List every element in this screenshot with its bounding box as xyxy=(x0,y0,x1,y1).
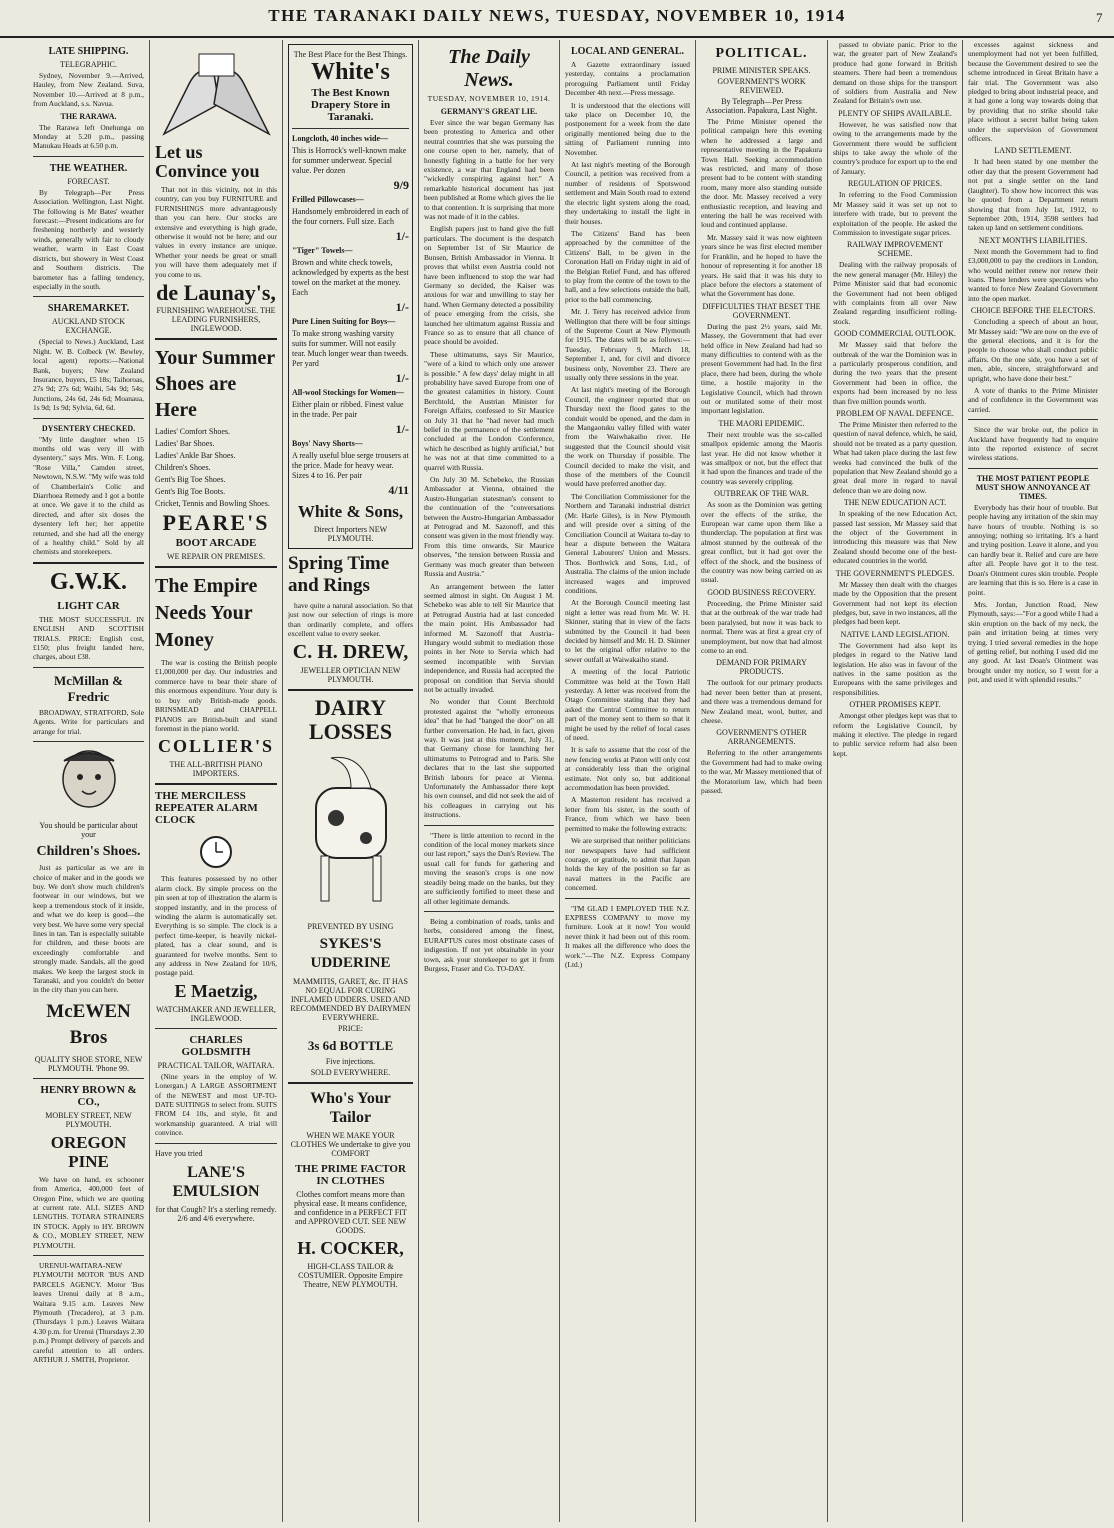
summer-item: Gent's Big Toe Boots. xyxy=(155,487,226,497)
lanes-name: LANE'S EMULSION xyxy=(172,1163,260,1200)
local-paragraph: A meeting of the local Patriotic Committee was held at the Town Hall yesterday. A letter was received from the Otago Committee stating that they had asked the Central Committee to return part of the money sent to them so that it might be used by the relief of local cases of need. xyxy=(565,667,690,743)
political-paragraph: The outlook for our primary products had never been better than at present, and there was a tremendous demand for New Zealand meat, wool, butter, and cheese. xyxy=(701,678,822,725)
political-subhead: RAILWAY IMPROVEMENT SCHEME. xyxy=(847,240,943,259)
telegraphic-heading: TELEGRAPHIC. xyxy=(60,60,117,69)
whites-item: "Tiger" Towels— Brown and white check towels, acknowledged by experts as the best towel on the market at the money. Each 1/- xyxy=(292,246,409,314)
whites-footer-sub: Direct Importers NEW PLYMOUTH. xyxy=(313,525,388,543)
whites-item: Boys' Navy Shorts— A really useful blue serge trousers at the price. Made for heavy wear. Sizes 4 to 16. Per pair 4/11 xyxy=(292,439,409,497)
political-subhead: OUTBREAK OF THE WAR. xyxy=(714,489,809,499)
merciless-text: This features possessed by no other alarm clock. By simple process on the pin seen at top of illustration the alarm is stopped instantly, and in the process of winding the alarm is automatically set. Everything is so simple. The clock is a perfect time-keeper, is heavily nickel-plated, has a clear sound, and is guaranteed for twelve months. Sent to any address in New Zealand for 10/6, postage paid. xyxy=(155,874,277,978)
oregon-pine: OREGON PINE xyxy=(50,1132,127,1171)
page-number: 7 xyxy=(1096,10,1104,25)
goldsmith-name: CHARLES GOLDSMITH xyxy=(181,1033,251,1058)
peare-sub: BOOT ARCADE xyxy=(175,537,257,550)
local-general-heading: LOCAL AND GENERAL. xyxy=(570,46,685,57)
political-subhead: NEXT MONTH'S LIABILITIES. xyxy=(978,235,1088,245)
hands-illustration xyxy=(159,44,274,139)
political-paragraph: A vote of thanks to the Prime Minister and of confidence in the Government was carried. xyxy=(968,386,1098,414)
political-subhead-2: GOVERNMENT'S WORK REVIEWED. xyxy=(717,77,806,95)
sharemarket-heading: SHAREMARKET. xyxy=(47,303,130,315)
doans-paragraph: Everybody has their hour of trouble. But people having any irritation of the skin may have hours of trouble. Nothing is so annoying; nothing so irritating. It's a hard and trying position. Leave it alone, and you can hardly bear it. Relief and cure are here after all. People have got it to the test. Doan's Ointment cures skin trouble. People are learning that this is so. Here is a case in point. xyxy=(968,502,1098,597)
cocker-sub: HIGH-CLASS TAILOR & COSTUMIER. Opposite Empire Theatre, NEW PLYMOUTH. xyxy=(298,1261,403,1289)
whites-item: Pure Linen Suiting for Boys— To make strong washing varsity suits for summer. Will not easily tear. Much longer wear than tweeds. Per yard 1/- xyxy=(292,317,409,385)
whites-item: All-wool Stockings for Women— Either plain or ribbed. Finest value in the trade. Per pair 1/- xyxy=(292,388,409,436)
spring-heading: Spring Time and Rings xyxy=(288,553,390,596)
drew-sub: JEWELLER OPTICIAN NEW PLYMOUTH. xyxy=(300,665,401,684)
exchange-heading: AUCKLAND STOCK EXCHANGE. xyxy=(52,317,125,336)
political-subhead: DIFFICULTIES THAT BESET THE GOVERNMENT. xyxy=(702,301,821,320)
gwk-logo: G.W.K. xyxy=(49,568,128,595)
political-subhead: THE MAORI EPIDEMIC. xyxy=(718,418,805,428)
cocker-name: H. COCKER, xyxy=(297,1237,404,1258)
oregon-text: We have on hand, ex schooner from America, 400,000 feet of Oregon Pine, which we are quoting at current rate. ALL SIZES AND LENGTHS. TOTARA STRAINERS IN STOCK. Apply to HY. BROWN & CO., MOBLEY STREET, NEW PLYMOUTH. xyxy=(33,1174,144,1250)
goldsmith-text: (Nine years in the employ of W. Lonergan.) A LARGE ASSORTMENT of the NEWEST and most UP-TO-DATE SUITINGS to select from. SUITS FROM £4 10s, and style, fit and workmanship guaranteed. A trial will convince. xyxy=(155,1071,277,1138)
prime-heading: THE PRIME FACTOR IN CLOTHES xyxy=(295,1162,406,1187)
lanes-sub: for that Cough? It's a sterling remedy. 2/6 and 4/6 everywhere. xyxy=(155,1204,277,1223)
local-paragraph: A Masterton resident has received a letter from his sister, in the south of France, from which we have been permitted to make the following extracts: xyxy=(565,795,690,833)
maetzig-name: E Maetzig, xyxy=(174,980,258,1001)
political-paragraph: excesses against sickness and unemployment had not yet been fulfilled, because the Government desired to see the scheme introduced in Great Britain have a fair trial. The Government was also pledged to bring about industrial peace, and it had gone a long way towards doing that by providing that no strike should take place without a secret ballot being taken under the supervision of Government officers. xyxy=(968,40,1098,144)
local-paragraph: Mr. J. Terry has received advice from Wellington that there will be four sittings of the Supreme Court at New Plymouth for 1915. The dates will be as follows:—Tuesday, February 9, March 18, September 1, and, for civil and divorce business only, November 23. There are usually only three sessions in the year. xyxy=(565,307,690,382)
cow-illustration xyxy=(291,748,411,918)
sold-text: SOLD EVERYWHERE. xyxy=(310,1067,391,1077)
summer-list xyxy=(155,427,277,509)
political-subhead: REGULATION OF PRICES. xyxy=(847,179,942,189)
political-paragraph: During the past 2½ years, said Mr. Massey, the Government that had ever held office in New Zealand had had so many difficulties to contend with as the present Government had had. In the first place, there had been, during the whole time, a hostile majority in the Legislative Council, which had thrown out or mutilated some of their most important legislation. xyxy=(701,321,822,416)
gwk-subtitle: LIGHT CAR xyxy=(57,599,120,612)
column-2 xyxy=(150,40,283,1522)
dysentery-heading: DYSENTERY CHECKED. xyxy=(41,423,136,433)
mcewen-text: QUALITY SHOE STORE, NEW PLYMOUTH. 'Phone 99. xyxy=(34,1054,143,1073)
column-1 xyxy=(28,40,150,1522)
empire-text: The war is costing the British people £1,000,000 per day. Our industries and commerce have to bear their share of this enormous expenditure. Your duty is to buy only British-made goods. BRINSMEAD and CHAPPELL PIANOS are British-built and stand foremost in the piano world. xyxy=(155,658,277,733)
political-subhead: OTHER PROMISES KEPT. xyxy=(849,700,941,710)
child-illustration xyxy=(44,747,134,817)
goldsmith-sub: PRACTICAL TAILOR, WAITARA. xyxy=(157,1060,275,1070)
summer-item: Ladies' Ankle Bar Shoes. xyxy=(155,451,236,461)
price-label: PRICE: xyxy=(338,1023,363,1033)
political-paragraph: Referring to the other arrangements the Government had had to make owing to the war, Mr Massey mentioned that of the Moratorium law, which had been passed. xyxy=(701,748,822,795)
editorial-paragraph: Being a combination of roads, tanks and herbs, considered among the finest, EURAPTUS cures most obstinate cases of indigestion. If not yet obtainable in your town, ask your storekeeper to get it from Burgess, Fraser and Co. TO-DAY. xyxy=(424,916,554,973)
summer-item: Ladies' Bar Shoes. xyxy=(155,439,215,449)
henry-brown: HENRY BROWN & CO., xyxy=(40,1083,137,1108)
price-sub: Five injections. xyxy=(325,1056,376,1066)
political-subhead: NATIVE LAND LEGISLATION. xyxy=(840,629,950,639)
launay-name: de Launay's, xyxy=(156,280,276,306)
local-paragraph: It is understood that the elections will take place on December 10, the postponement for a week from the date originally mentioned being due to the sitting of Parliament running into November. xyxy=(565,100,690,157)
editorial-paragraph: On July 30 M. Schebeko, the Russian Ambassador at Vienna, obtained the Austro-Hungarian statesman's consent to the continuation of the "conversations between the Austro-Hungarian Ambassador at Petrograd and M. Sazonoff, and this consent was given in the most friendly way. From this time onwards, Sir Maurice observes, "the tension between Russia and Germany was much greater than between Russia and Austria." xyxy=(424,475,554,579)
paper-title: The Daily News. xyxy=(448,46,530,91)
prime-text: Clothes comfort means more than physical ease. It means confidence, and confidence in a PERFECT FIT and APPROVED CUT. SEE NEW GOODS. xyxy=(294,1189,407,1235)
shipping-text: Sydney, November 9.—Arrived, Hauley, from New Zealand. Suva, November 10.—Arrived at 8 p.m., from Auckland, s.s. Navua. xyxy=(33,71,144,109)
convince-text: That not in this vicinity, not in this country, can you buy FURNITURE and FURNISHINGS more advantageously than you can here. Our stocks are extensive and everything is high grade, otherwise it would not be here; and our values in every instance are unique. Whether your needs be great or small you will have them adequately met if you come to us. xyxy=(155,185,277,279)
summer-item: Children's Shoes. xyxy=(155,463,211,473)
local-paragraph: It is safe to assume that the cost of the new fencing works at Paton will only cost at considerably less than the original estimate. Not only so, but additional accommodation has been provided. xyxy=(565,745,690,793)
shoes-title: Children's Shoes. xyxy=(36,844,141,860)
prevented-text: PREVENTED BY USING xyxy=(307,921,394,931)
political-paragraph: It had been stated by one member the other day that the present Government had not put a single settler on the land (laughter). To show how incorrect this was he quoted from a Department return showing that from July 1st, 1912, to September 20th, 1914, 3598 settlers had taken up land on settlement conditions. xyxy=(968,157,1098,233)
local-paragraph: The Conciliation Commissioner for the Northern and Taranaki industrial district (Mr. Harle Giles), is in New Plymouth and will preside over a sitting of the Conciliation Council at Waitara to-day to hear a dispute between the Waitara General Labourers' Union and Messrs. Thos. Borthwick and Sons, Ltd., of Australia. The claims of the union include increased wages and improved conditions. xyxy=(565,491,690,595)
local-paragraph: "I'M GLAD I EMPLOYED THE N.Z. EXPRESS COMPANY to move my furniture. Look at it now! You would never think it had been out of this room. It makes all the difference who does the work."—The N.Z. Express Company (Ltd.) xyxy=(565,903,690,969)
editorial-paragraph: English papers just to hand give the full particulars. The document is the despatch on September 1st of Sir Maurice de Bunsen, British Ambassador in Vienna. It proves that whilst even Austria could not have been influenced to stop the war had Germany so decided, the Kaiser was anxious for war and unwilling to stay her hand. When Germany detected a possibility of peace emerging from the crisis, she launched her ultimatum against Russia and France so as to ensure that all chance of peace should be avoided. xyxy=(424,224,554,347)
column-3 xyxy=(283,40,419,1522)
political-paragraph: Mr Massey said that before the outbreak of the war the Dominion was in a particularly prosperous condition, and during the two years that the present Government had been in office, the exports had been increased by no less than five million pounds worth. xyxy=(833,340,957,406)
shoes-text: Just as particular as we are in choice of maker and in the goods we buy. We don't show much children's footwear in our windows, but we keep a tremendous stock of it inside, and what we do keep is good—the very best. We have some very special lines in tan. Tan is especially suitable for children, and these boots are exceedingly comfortable and strongly made. Sandals, all the good makes. We keep the largest stock in Taranaki, and you couldn't do better in the city than you can here. xyxy=(33,863,144,995)
date-line: TUESDAY, NOVEMBER 10, 1914. xyxy=(427,94,551,103)
merciless-heading: THE MERCILESS REPEATER ALARM CLOCK xyxy=(155,790,258,827)
maetzig-sub: WATCHMAKER AND JEWELLER, INGLEWOOD. xyxy=(156,1004,276,1023)
column-7 xyxy=(828,40,963,1522)
editorial-heading: GERMANY'S GREAT LIE. xyxy=(440,107,538,116)
political-paragraph: Mr. Massey said it was now eighteen years since he was first elected member for Franklin, and he hoped to have the honour of representing it for another 18 years. He said that it was his duty to place before the electors a statement of what the Government has done. xyxy=(701,232,822,299)
summer-heading: Your Summer Shoes are Here xyxy=(155,347,275,422)
shoes-intro: You should be particular about your xyxy=(39,821,138,840)
whites-footer: White & Sons, xyxy=(297,502,404,521)
political-dateline: By Telegraph—Per Press Association. Papakura, Last Night. xyxy=(705,97,818,115)
political-paragraph: In referring to the Food Commission Mr Massey said it was set up not to interfere with trade, but to prevent the exploitation of the people. He asked the Commission to investigate sugar prices. xyxy=(833,190,957,237)
masthead xyxy=(0,6,1114,38)
whites-name: White's xyxy=(311,59,390,85)
exchange-text: (Special to News.) Auckland, Last Night. W. B. Colbeck (W. Bewley, local agent) reports:—National Bank, buyers; New Zealand Insurance, buyers, £5 18s; Taihoroas, 27s 9d; 27s 6d; Waihi, 54s 9d; 54s; Junctions, 24s 6d, 24s 6d; Moanaua, 1s 9d; 1s 9d; Sylvia, 6d, 6d. xyxy=(33,337,144,413)
drew-name: C. H. DREW, xyxy=(292,640,409,663)
political-paragraph: Mr Massey then dealt with the charges made by the Opposition that the present Government had not kept its election pledges, but, save in two instances, all the pledges had been kept. xyxy=(833,579,957,627)
rarawa-text: The Rarawa left Onehunga on Monday at 5.20 p.m., passing Manukau Heads at 6.50 p.m. xyxy=(33,122,144,151)
local-paragraph: At the Borough Council meeting last night a letter was read from Mr. W. H. Skinner, stating that in view of the facts submitted by the Council it had been decided by himself and Mr. H. D. Skinner to let the original offer relative to the sewer outfall at Waiwakaiho stand. xyxy=(565,598,690,664)
editorial-paragraph: An arrangement between the latter seemed almost in sight. On August 1 M. Schebeko was able to tell Sir Maurice that at Petrograd Austria had at last conceded the main point. His Ambassador had informed M. Sazonoff that Austria-Hungary would submit to mediation those points in her Note to Servia which had seemed incompatible with Servian independence, and Russia had accepted the proposal on condition that Servia should not be actually invaded. xyxy=(424,581,554,694)
forecast-text: By Telegraph—Per Press Association. Wellington, Last Night. The following is Mr Bates' weather forecast:—Present indications are for freshening northerly and westerly winds, generally with fair to cloudy weather, warm in East Coast districts, but showery in West Coast and Southern districts. The barometer has a falling tendency, especially in the south. xyxy=(33,187,144,291)
mcmillan-name: McMillan & Fredric xyxy=(54,672,123,704)
empire-heading: The Empire Needs Your Money xyxy=(155,575,258,652)
whites-ad xyxy=(288,44,413,549)
political-paragraph: Their next trouble was the so-called smallpox epidemic among the Maoris last year. He did not know whether it was smallpox or not, but the effect that it had upon the finances and trade of the country was severely crippling. xyxy=(701,429,822,486)
political-paragraph: As soon as the Dominion was getting over the effects of the strike, the European war came upon them like a thunderclap. The population at first was almost stunned by the outbreak of the great conflict, but it had got over the effect of the shock, and the business of the country was now being carried on as usual. xyxy=(701,500,822,585)
political-subhead: GOVERNMENT'S OTHER ARRANGEMENTS. xyxy=(716,728,807,747)
political-subhead: THE GOVERNMENT'S PLEDGES. xyxy=(835,568,955,578)
forecast-heading: FORECAST. xyxy=(67,176,110,186)
summer-item: Gent's Big Toe Shoes. xyxy=(155,475,226,485)
political-heading: POLITICAL. xyxy=(715,46,808,61)
shipping-heading: LATE SHIPPING. xyxy=(48,46,129,57)
whites-subtitle: The Best Known Drapery Store in Taranaki. xyxy=(310,87,391,123)
political-paragraph: passed to obviate panic. Prior to the war, the greater part of New Zealand's produce had gone forward in British steamers. There had been a tremendous demand on those ships for the transport of soldiers from Australia and New Zealand for Britain's own use. xyxy=(833,40,957,106)
political-paragraph: However, he was satisfied now that owing to the arrangements made by the Government there would be sufficient ships to take away the whole of the country's produce for export up to the end of January. xyxy=(833,119,957,176)
doans-paragraph: Mrs. Jordan, Junction Road, New Plymouth, says:—"For a good while I had a skin eruption on the back of my neck, the pain and irritation being at times very trying. I tried several remedies in the hope of getting relief, but nothing I used did me any good. At last Doan's Ointment was brought under my notice, so I went for a pot, and used it with splendid results." xyxy=(968,599,1098,685)
column-8 xyxy=(963,40,1103,1522)
political-paragraph: Concluding a speech of about an hour, Mr Massey said: "We are now on the eve of the general elections, and it is for the people to choose who shall conduct public affairs. On the one side, you have a set of men, able, sincere, straightforward and upright, who have done their best." xyxy=(968,317,1098,383)
editorial-paragraph: Ever since the war began Germany has been protesting to America and other neutral countries that she was pursuing the one course open to her, namely, that of honestly fighting in a battle for her very existence, a war that England had been "wickedly conspiring against her." A remarkable historical document has just been published at Rome which gives the lie to that contention. It is surprising that more was not made of it in the cables. xyxy=(424,118,554,222)
sykes-name: SYKES'S UDDERINE xyxy=(310,935,391,971)
peare-name: PEARE'S xyxy=(162,510,270,536)
political-subhead: DEMAND FOR PRIMARY PRODUCTS. xyxy=(716,658,807,677)
column-5 xyxy=(560,40,696,1522)
spring-text: have quite a natural association. So that just now our selection of rings is more than ordinarily complete, and offers excellent value to every seeker. xyxy=(288,601,413,639)
whites-tagline: The Best Place for the Best Things. xyxy=(293,50,408,59)
tailor-heading: Who's Your Tailor xyxy=(310,1089,391,1126)
convince-heading: Let us Convince you xyxy=(155,142,260,181)
political-subhead: GOOD BUSINESS RECOVERY. xyxy=(707,587,816,597)
mcmillan-text: BROADWAY, STRATFORD, Sole Agents. Write for particulars and arrange for trial. xyxy=(33,707,144,736)
editorial-paragraph: "There is little attention to record in the condition of the local money markets since our last report," says the Dun's Review. The usual call for funds for gathering and moving the season's crops is one now steadily being made on the banks, but they are sufficiently fortified to meet these and all other legitimate demands. xyxy=(424,830,554,906)
masthead-title: THE TARANAKI DAILY NEWS, TUESDAY, NOVEMBER 10, 1914 xyxy=(268,6,846,25)
political-paragraph: The Prime Minister then referred to the question of naval defence, which, he said, should not be treated as a party question. What had taken place during the last few weeks had convinced the bulk of the population that New Zealand should go a great deal more in regard to naval defence than we are doing now. xyxy=(833,420,957,495)
whites-item: Longcloth, 40 inches wide— This is Horrock's well-known make for summer underwear. Special value. Per dozen 9/9 xyxy=(292,134,409,192)
political-paragraph: The Prime Minister opened the political campaign here this evening when he addressed a large and representative meeting in the Papakura Town Hall. Seeking accommodation was restricted, and many of those present had to be content with standing room, many more also standing outside the door. Mr. Massey received a very enthusiastic reception, and leaving and entering the hall he was received with loud and continued applause. xyxy=(701,117,822,230)
column-6 xyxy=(696,40,828,1522)
political-subhead: THE NEW EDUCATION ACT. xyxy=(843,498,947,508)
price-value: 3s 6d BOTTLE xyxy=(307,1037,394,1053)
collier-name: COLLIER'S xyxy=(157,736,275,757)
local-paragraph: We are surprised that neither politicians nor newspapers have had sufficient courage, or gratitude, to admit that Japan holds the key of the position so far as naval matters in the Pacific are concerned. xyxy=(565,836,690,893)
political-paragraph: In speaking of the new Education Act, passed last session, Mr Massey said that the object of the Government in introducing this measure was that New Zealand should become one of the best-educated countries in the world. xyxy=(833,509,957,566)
urenui-text: URENUI-WAITARA-NEW PLYMOUTH MOTOR 'BUS AND PARCELS AGENCY. Motor 'Bus leaves Urenui daily at 8 a.m., Waitara 9.15 a.m. Leaves New Plymouth (Trecadero), at 3 p.m. (Thursdays 1 p.m.) Leaves Waitara 4.30 p.m. for Urenui (Thursdays 2.30 p.m.) Prompt delivery of parcels and careful attention to all orders. ARTHUR J. SMITH, Proprietor. xyxy=(33,1261,144,1365)
dairy-heading: DAIRY LOSSES xyxy=(308,694,393,744)
news-paragraph: Since the war broke out, the police in Auckland have frequently had to enquire into the reported existence of secret wireless stations. xyxy=(968,425,1098,463)
collier-sub: THE ALL-BRITISH PIANO IMPORTERS. xyxy=(169,760,263,779)
political-subhead: PROBLEM OF NAVAL DEFENCE. xyxy=(836,409,954,418)
henry-address: MOBLEY STREET, NEW PLYMOUTH. xyxy=(45,1110,132,1129)
local-paragraph: A Gazette extraordinary issued yesterday, contains a proclamation proroguing Parliament until Friday December 4th next.—Press message. xyxy=(565,60,690,98)
peare-text: WE REPAIR ON PREMISES. xyxy=(167,552,265,562)
sykes-text: MAMMITIS, GARET, &c. IT HAS NO EQUAL FOR CURING INFLAMED UDDERS. USED AND RECOMMENDED BY DAIRYMEN EVERYWHERE. xyxy=(290,976,411,1022)
mcewen-logo: McEWEN Bros xyxy=(46,1000,131,1048)
weather-heading: THE WEATHER. xyxy=(49,162,128,174)
political-paragraph: Amongst other pledges kept was that to reform the Legislative Council, by making it elective. The pledge in regard to public service reform had also been kept. xyxy=(833,711,957,758)
editorial-paragraph: No wonder that Count Berchtold protested against the "wholly erroneous idea" that he had "banged the door" on all further conversation. He had, in fact, given way. It was just at this moment, July 31, that Germany chose for launching her ultimatums to Petrograd and to Paris. She declares that to the last she supported British labours for peace at Vienna. Unfortunately the Ambassador there kept his own counsel, and did not seek the aid of his colleagues in carrying out his instructions. xyxy=(424,697,554,820)
summer-item: Ladies' Comfort Shoes. xyxy=(155,427,230,437)
local-paragraph: At last night's meeting of the Borough Council, the engineer reported that on Thursday next the flood gates to the conduit would be opened, and the dam in the Mangaotuku valley filled with water from the Waiwhakaiho river. He suggested that the Council should visit the work on Thursday if possible. The Council decided to make the visit, and those of the members of the Council would have preferred another day. xyxy=(565,385,690,489)
political-subhead-1: PRIME MINISTER SPEAKS. xyxy=(712,66,811,75)
political-paragraph: Proceeding, the Prime Minister said that at the outbreak of the war trade had been paralysed, but now it was back to normal. There was at first a great cry of unemployment, but now that had almost come to an end. xyxy=(701,598,822,655)
political-subhead: GOOD COMMERCIAL OUTLOOK. xyxy=(834,329,956,339)
patient-heading: THE MOST PATIENT PEOPLE MUST SHOW ANNOYANCE AT TIMES. xyxy=(975,473,1091,501)
whites-item: Frilled Pillowcases— Handsomely embroidered in each of the four corners. Full size. Each 1/- xyxy=(292,195,409,243)
political-subhead: LAND SETTLEMENT. xyxy=(994,146,1072,156)
political-subhead: PLENTY OF SHIPS AVAILABLE. xyxy=(838,108,952,118)
dysentery-text: "My little daughter when 15 months old was very ill with dysentery," says Mrs. Wm. F. Long, "Rose Villa," Camden street, Newtown, N.S.W. "My wife was told of Chamberlain's Colic and Diarrhoea Remedy and I got a bottle at once. We gave it to the child as directed, and after six doses the dysentery left her; her appetite returned, and she had all the energy of a healthy child." Sold by all chemists and storekeepers. xyxy=(33,434,144,557)
summer-item: Cricket, Tennis and Bowling Shoes. xyxy=(155,499,270,509)
rarawa-heading: THE RARAWA. xyxy=(60,111,117,121)
local-paragraph: At last night's meeting of the Borough Council, a petition was received from a number of residents of Spotswood settlement and Main South road to extend the electric light system along the road, they undertaking to install the light in their houses. xyxy=(565,160,690,226)
political-paragraph: Next month the Government had to find £3,000,000 to pay the creditors in London, who would neither renew nor renew their loans. These lenders were speculators who wanted to force New Zealand Government into the open market. xyxy=(968,246,1098,303)
political-paragraph: Dealing with the railway proposals of the new general manager (Mr. Hiley) the Prime Minister said that had economic the Government had not been obliged with complaints from all over New Zealand regarding insufficient rolling-stock. xyxy=(833,260,957,326)
political-subhead: CHOICE BEFORE THE ELECTORS. xyxy=(970,306,1096,316)
lanes-pre: Have you tried xyxy=(155,1148,203,1158)
editorial-paragraph: These ultimatums, says Sir Maurice, "were of a kind to which only one answer is possible." A few days' delay might in all probability have saved Europe from one of the greatest calamities in history. Count Berchtold, the Austrian Minister for Foreign Affairs, confessed to Sir Maurice on July 31 that he "had never had much belief in the permanence of the settlement concluded at the London Conference, which he described as highly artificial," but he was not at that time committed to a quarrel with Russia. xyxy=(424,349,554,472)
launay-sub: FURNISHING WAREHOUSE. THE LEADING FURNISHERS, INGLEWOOD. xyxy=(156,306,276,334)
column-4 xyxy=(419,40,560,1522)
alarm-clock-icon xyxy=(196,830,236,870)
tailor-text: WHEN WE MAKE YOUR CLOTHES We undertake to give you COMFORT xyxy=(290,1130,411,1158)
local-paragraph: The Citizens' Band has been approached by the committee of the Citizens' Ball, to be given in the Coronation Hall on Friday night in aid of the Belgian Relief Fund, and has offered to play from the centre of the town to the hall, and a few selections outside the hall, prior to the ball commencing. xyxy=(565,228,690,304)
political-paragraph: The Government had also kept its pledges in regard to the Native land legislation. He also was in favour of the natives in the same position as the Europeans with the same privileges and responsibilities. xyxy=(833,640,957,697)
gwk-text: THE MOST SUCCESSFUL IN ENGLISH AND SCOTTISH TRIALS. PRICE: English cost, £150; plus freight landed here, charges, about £38. xyxy=(33,614,144,662)
